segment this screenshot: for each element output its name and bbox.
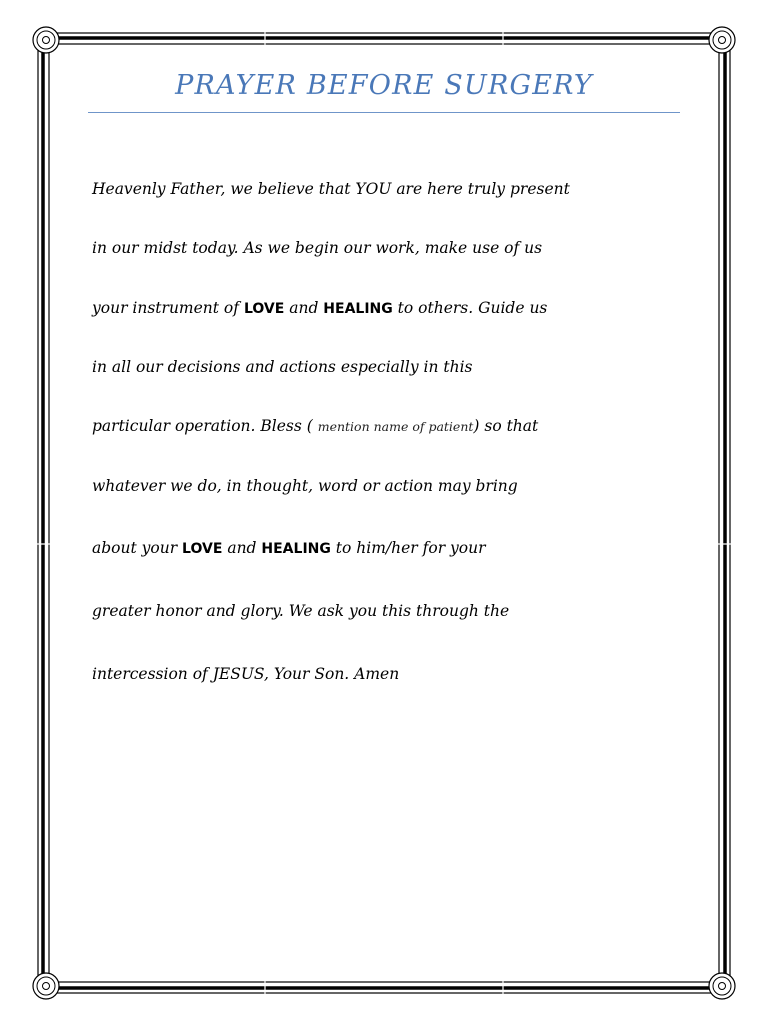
patient-name-placeholder: mention name of patient [317, 419, 474, 434]
prayer-line-3 [92, 297, 692, 320]
emphasis-love: LOVE [243, 301, 285, 317]
corner-ornament-top-right [709, 27, 735, 53]
prayer-line-6: whatever we do, in thought, word or action may bring [92, 477, 518, 495]
border-seams [34, 30, 734, 996]
emphasis-healing: HEALING [323, 301, 393, 317]
line-3-text-a: your instrument of [92, 299, 244, 317]
prayer-line-7 [92, 537, 692, 560]
prayer-line-8: greater honor and glory. We ask you this through the [92, 602, 510, 620]
prayer-line-9: intercession of JESUS, Your Son. Amen [92, 665, 400, 683]
corner-ornament-bottom-left [33, 973, 59, 999]
prayer-line-2: in our midst today. As we begin our work, make use of us [92, 239, 543, 257]
line-3-text-b: and [284, 299, 324, 317]
line-5-text-b: ) so that [473, 417, 539, 435]
corner-ornament-bottom-right [709, 973, 735, 999]
prayer-line-5 [92, 415, 692, 438]
prayer-line-4: in all our decisions and actions especially in this [92, 358, 473, 376]
line-7-text-a: about your [92, 539, 183, 557]
border-outer-line [38, 33, 730, 993]
line-7-text-c: to him/her for your [330, 539, 486, 557]
page-title: PRAYER BEFORE SURGERY [175, 70, 593, 101]
line-3-text-c: to others. Guide us [392, 299, 548, 317]
line-7-text-b: and [222, 539, 262, 557]
prayer-line-1: Heavenly Father, we believe that YOU are here truly present [92, 180, 570, 198]
emphasis-healing: HEALING [261, 541, 331, 557]
title-underline [88, 112, 680, 113]
emphasis-love: LOVE [182, 541, 223, 557]
corner-ornament-top-left [33, 27, 59, 53]
line-5-text-a: particular operation. Bless ( [92, 417, 318, 435]
